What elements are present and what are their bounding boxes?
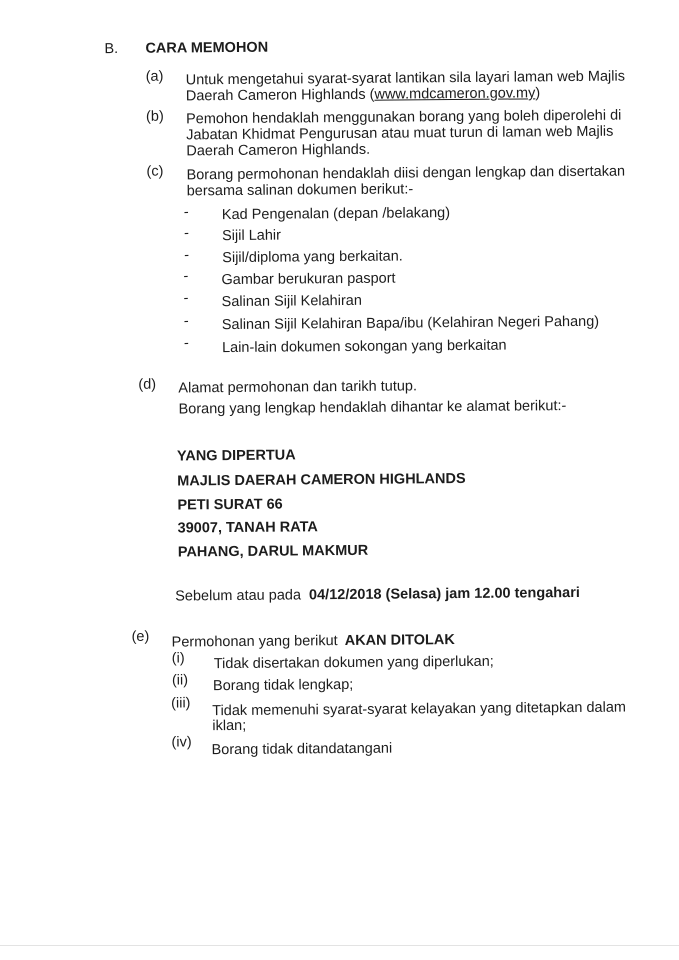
item-c-line1: Borang permohonan hendaklah diisi dengan lengkap dan disertakan [186,163,626,184]
address-line: MAJLIS DAERAH CAMERON HIGHLANDS [177,470,466,490]
reason-marker: (ii) [171,672,189,689]
reason-text: Borang tidak ditandatangani [211,740,393,759]
reason-text: Tidak memenuhi syarat-syarat kelayakan yang ditetapkan dalam [212,699,627,720]
item-e-line-prefix: Permohonan yang berikut [171,633,338,651]
item-e-marker: (e) [131,628,150,645]
deadline-prefix: Sebelum atau pada [175,587,302,605]
item-b-marker: (b) [145,108,164,125]
list-bullet: - [183,290,189,307]
section-marker: B. [104,40,119,58]
reason-text-continued: iklan; [212,717,247,735]
deadline-date: 04/12/2018 (Selasa) jam 12.00 tengahari [308,584,580,604]
address-line: YANG DIPERTUA [176,447,296,465]
item-a-line1: Untuk mengetahui syarat-syarat lantikan sila layari laman web Majlis [185,68,625,89]
list-bullet: - [183,268,189,285]
list-item: Gambar berukuran pasport [221,270,396,289]
deadline [175,585,580,606]
list-item: Sijil/diploma yang berkaitan. [222,248,403,267]
list-bullet: - [183,335,189,352]
list-item: Sijil Lahir [221,227,281,245]
item-a-marker: (a) [145,68,164,85]
address-line: PETI SURAT 66 [177,496,283,514]
section-title: CARA MEMOHON [145,39,269,57]
item-b-line2: Jabatan Khidmat Pengurusan atau muat turun di laman web Majlis [186,123,614,144]
item-b-line3: Daerah Cameron Highlands. [186,141,371,160]
reason-marker: (i) [171,650,185,667]
item-a-line2-suffix: ) [535,85,541,102]
item-b-line1: Pemohon hendaklah menggunakan borang yang boleh diperolehi di [185,107,622,128]
list-bullet: - [183,225,189,242]
reason-text: Borang tidak lengkap; [212,676,354,695]
website-link[interactable]: www.mdcameron.gov.my [374,85,536,103]
item-d-line2: Borang yang lengkap hendaklah dihantar ke alamat berikut:- [178,398,567,418]
reason-marker: (iv) [171,734,192,751]
list-bullet: - [183,204,189,221]
list-bullet: - [183,313,189,330]
address-line: PAHANG, DARUL MAKMUR [177,542,369,561]
list-item: Salinan Sijil Kelahiran Bapa/ibu (Kelahiran Negeri Pahang) [221,313,600,334]
list-item: Salinan Sijil Kelahiran [221,292,362,311]
page-edge [0,945,679,946]
list-item: Lain-lain dokumen sokongan yang berkaitan [221,337,507,357]
item-a-line2 [186,85,540,105]
list-item: Kad Pengenalan (depan /belakang) [221,205,451,224]
reason-text: Tidak disertakan dokumen yang diperlukan; [213,653,494,673]
item-d-marker: (d) [138,376,157,393]
item-e-line [172,632,455,651]
item-c-line2: bersama salinan dokumen berikut:- [186,181,414,200]
address-line: 39007, TANAH RATA [177,519,318,537]
reason-marker: (iii) [171,695,191,712]
item-e-line-bold: AKAN DITOLAK [344,632,455,650]
item-a-line2-prefix: Daerah Cameron Highlands ( [185,86,375,105]
item-c-marker: (c) [146,163,164,180]
list-bullet: - [184,247,190,264]
item-d-line1: Alamat permohonan dan tarikh tutup. [178,378,418,397]
